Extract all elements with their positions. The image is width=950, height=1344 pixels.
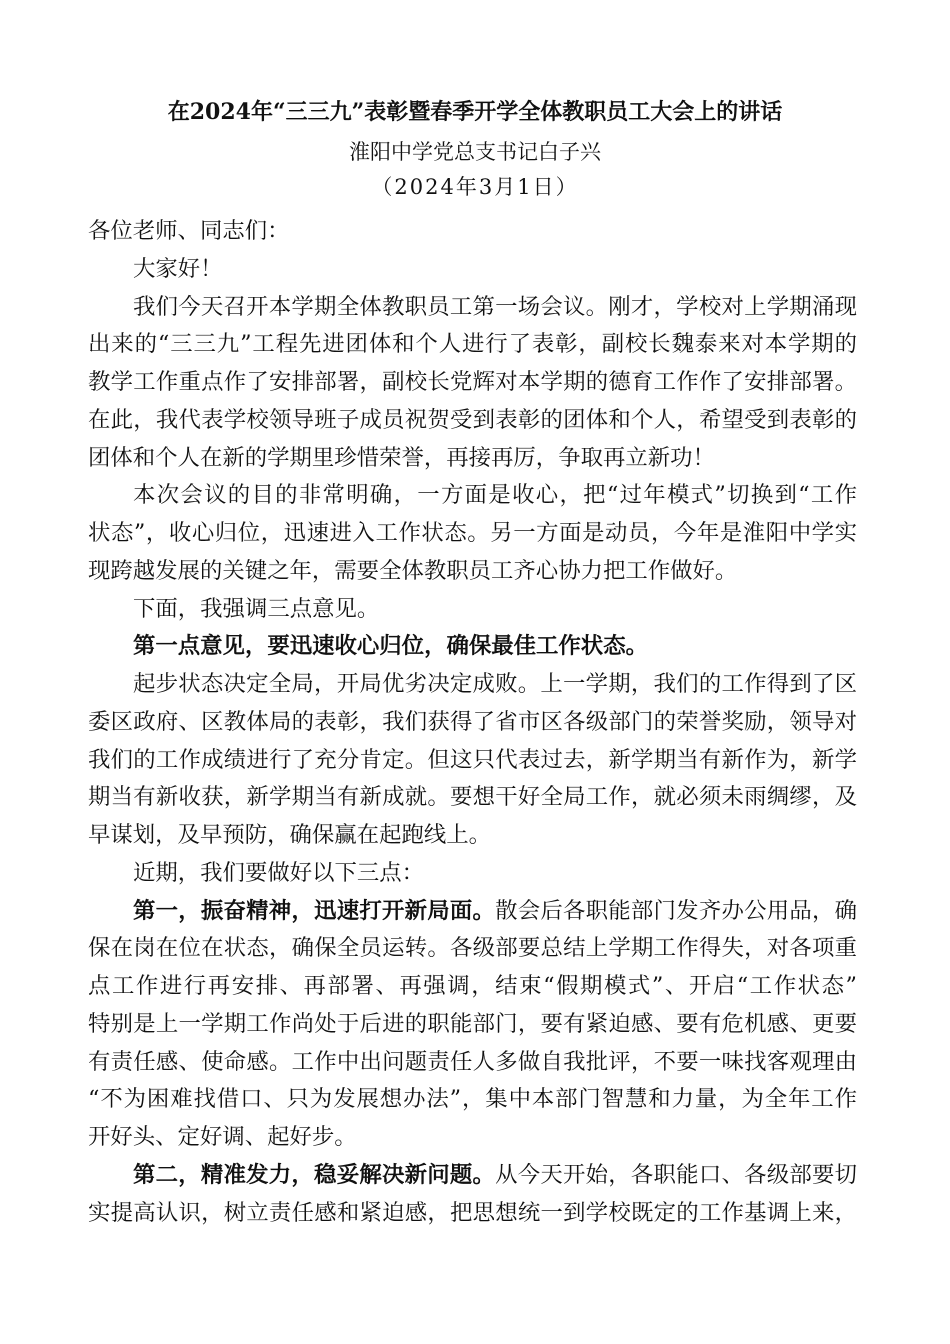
text-line: [88, 326, 857, 364]
speech-date: （2024年3月1日）: [371, 175, 579, 199]
line-text: 下面，我强调三点意见。: [133, 595, 380, 622]
text-line: [88, 289, 857, 327]
line-text: 早谋划，及早预防，确保赢在起跑线上。: [88, 822, 492, 848]
text-line: [88, 817, 857, 855]
text-line: [88, 742, 857, 780]
text-line: [88, 666, 857, 704]
line-text: 实提高认识，树立责任感和紧迫感，把思想统一到学校既定的工作基调上来，: [88, 1199, 857, 1226]
text-line: [88, 968, 857, 1006]
line-text: 状态”，收心归位，迅速进入工作状态。另一方面是动员，今年是淮阳中学实: [88, 520, 857, 546]
document-title: 在2024年“三三九”表彰暨春季开学全体教职员工大会上的讲话: [167, 99, 783, 125]
line-text: 从今天开始，各职能口、各级部要切: [495, 1161, 858, 1188]
text-line: [88, 477, 857, 515]
line-text: 开好头、定好调、起好步。: [88, 1124, 357, 1150]
text-line: [88, 213, 857, 251]
text-line: [88, 364, 857, 402]
text-line: [88, 779, 857, 817]
text-line: [88, 628, 857, 666]
text-line: [88, 930, 857, 968]
line-text: 在此，我代表学校领导班子成员祝贺受到表彰的团体和个人，希望受到表彰的: [88, 406, 857, 433]
text-line: [88, 1157, 857, 1195]
bold-heading: 第二，精准发力，稳妥解决新问题。: [133, 1161, 496, 1188]
line-text: 有责任感、使命感。工作中出问题责任人多做自我批评，不要一味找客观理由: [88, 1048, 857, 1075]
text-line: [88, 1081, 857, 1119]
text-line: [88, 515, 857, 553]
line-text: 委区政府、区教体局的表彰，我们获得了省市区各级部门的荣誉奖励，领导对: [88, 708, 857, 735]
line-text: 散会后各职能部门发齐办公用品，确: [495, 897, 858, 924]
line-text: 现跨越发展的关键之年，需要全体教职员工齐心协力把工作做好。: [88, 557, 738, 584]
line-text: 特别是上一学期工作尚处于后进的职能部门，要有紧迫感、要有危机感、更要: [88, 1010, 857, 1037]
text-line: [88, 1006, 857, 1044]
text-line: [88, 893, 857, 931]
line-text: 起步状态决定全局，开局优劣决定成败。上一学期，我们的工作得到了区: [133, 671, 857, 697]
text-line: [88, 591, 857, 629]
line-text: 本次会议的目的非常明确，一方面是收心，把“过年模式”切换到“工作: [133, 482, 857, 509]
line-text: “不为困难找借口、只为发展想办法”，集中本部门智慧和力量，为全年工作: [88, 1086, 857, 1113]
text-line: [88, 251, 857, 289]
text-line: [88, 440, 857, 478]
document-body: [88, 213, 857, 1232]
text-line: [88, 1044, 857, 1082]
text-line: [88, 1195, 857, 1233]
text-line: [88, 855, 857, 893]
line-text: 保在岗在位在状态，确保全员运转。各级部要总结上学期工作得失，对各项重: [88, 935, 857, 962]
line-text: 我们的工作成绩进行了充分肯定。但这只代表过去，新学期当有新作为，新学: [88, 746, 857, 773]
bold-heading: 第一，振奋精神，迅速打开新局面。: [133, 897, 496, 924]
line-text: 团体和个人在新的学期里珍惜荣誉，再接再厉，争取再立新功！: [88, 444, 715, 471]
line-text: 期当有新收获，新学期当有新成就。要想干好全局工作，就必须未雨绸缪，及: [88, 784, 857, 811]
text-line: [88, 553, 857, 591]
line-text: 点工作进行再安排、再部署、再强调，结束“假期模式”、开启“工作状态”: [88, 973, 857, 999]
line-text: 出来的“三三九”工程先进团体和个人进行了表彰，副校长魏泰来对本学期的: [88, 331, 857, 358]
line-text: 各位老师、同志们：: [88, 218, 290, 244]
line-text: 我们今天召开本学期全体教职员工第一场会议。刚才，学校对上学期涌现: [133, 293, 857, 320]
text-line: [88, 1119, 857, 1157]
line-text: 近期，我们要做好以下三点：: [133, 859, 425, 886]
text-line: [88, 402, 857, 440]
text-line: [88, 704, 857, 742]
speaker-line: 淮阳中学党总支书记白子兴: [349, 140, 601, 164]
line-text: 大家好！: [133, 255, 223, 282]
bold-heading: 第一点意见，要迅速收心归位，确保最佳工作状态。: [133, 633, 648, 660]
line-text: 教学工作重点作了安排部署，副校长党辉对本学期的德育工作作了安排部署。: [88, 369, 857, 395]
